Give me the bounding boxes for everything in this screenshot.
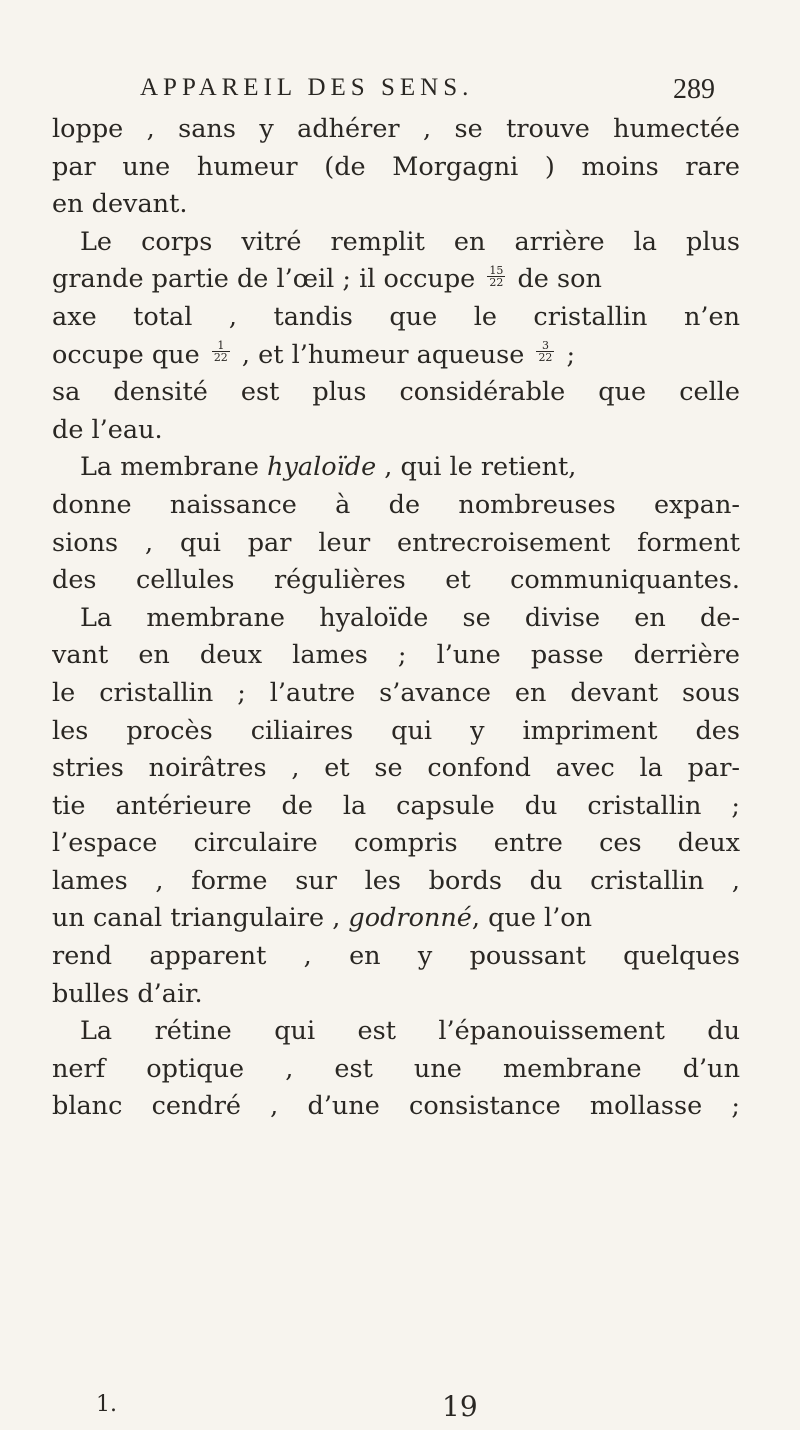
text-segment: occupe que [52, 339, 200, 370]
body-text [52, 111, 740, 1126]
text-line: La rétine qui est l’épanouissement du [80, 1016, 740, 1047]
page-footer [96, 1392, 596, 1426]
text-line: nerf optique , est une membrane d’un [52, 1053, 740, 1084]
fraction-denominator: 22 [213, 351, 228, 365]
signature-volume: 1. [96, 1392, 117, 1417]
fraction-numerator: 15 [489, 263, 504, 277]
fraction-denominator: 22 [489, 275, 504, 289]
fraction-numerator: 3 [536, 340, 554, 352]
text-line: lames , forme sur les bords du cristallin , [52, 865, 740, 896]
text-segment: ; [566, 339, 576, 370]
text-line: blanc cendré , d’une consistance mollasse ; [52, 1091, 740, 1122]
text-line: de l’eau. [52, 414, 163, 445]
text-segment: , et l’humeur aqueuse [241, 339, 525, 370]
text-line [52, 900, 740, 938]
fraction-denominator: 22 [538, 351, 553, 365]
fraction-aqueous [536, 340, 554, 363]
text-line: en devant. [52, 189, 188, 220]
text-line: rend apparent , en y poussant quelques [52, 941, 740, 972]
text-line: Le corps vitré remplit en arrière la plus [80, 226, 740, 257]
text-line: stries noirâtres , et se confond avec la par- [52, 753, 740, 784]
text-line: sa densité est plus considérable que celle [52, 377, 740, 408]
signature-number: 19 [442, 1390, 478, 1423]
text-line: bulles d’air. [52, 978, 203, 1009]
text-line: axe total , tandis que le cristallin n’en [52, 301, 740, 332]
fraction-vitreous [487, 265, 505, 288]
text-line [52, 337, 740, 375]
text-segment: , que l’on [471, 903, 593, 934]
text-segment: de son [517, 264, 602, 295]
text-segment: La membrane [80, 452, 259, 483]
text-line: La membrane hyaloïde se divise en de- [80, 602, 740, 633]
text-segment: grande partie de l’œil ; il occupe [52, 264, 476, 295]
text-line: l’espace circulaire compris entre ces deux [52, 828, 740, 859]
text-line: par une humeur (de Morgagni ) moins rare [52, 151, 740, 182]
text-line: les procès ciliaires qui y impriment des [52, 715, 740, 746]
running-title: APPAREIL DES SENS. [140, 74, 474, 101]
fraction-crystalline [212, 340, 230, 363]
text-line: des cellules régulières et communiquantes. [52, 565, 740, 596]
text-segment: un canal triangulaire , [52, 903, 341, 934]
text-line: vant en deux lames ; l’une passe derrière [52, 640, 740, 671]
text-line: loppe , sans y adhérer , se trouve humectée [52, 114, 740, 144]
text-line [52, 261, 740, 299]
text-segment: , qui le retient, [384, 452, 577, 483]
italic-term: godronné [348, 903, 472, 934]
fraction-numerator: 1 [212, 340, 230, 352]
page-number: 289 [673, 74, 715, 105]
italic-term: hyaloïde [267, 452, 377, 483]
text-line: sions , qui par leur entrecroisement forment [52, 527, 740, 558]
text-line: tie antérieure de la capsule du cristallin ; [52, 790, 740, 821]
text-line: donne naissance à de nombreuses expan- [52, 489, 740, 520]
text-line: le cristallin ; l’autre s’avance en devant sous [52, 677, 740, 708]
text-line [52, 449, 740, 487]
page-header [140, 74, 715, 114]
